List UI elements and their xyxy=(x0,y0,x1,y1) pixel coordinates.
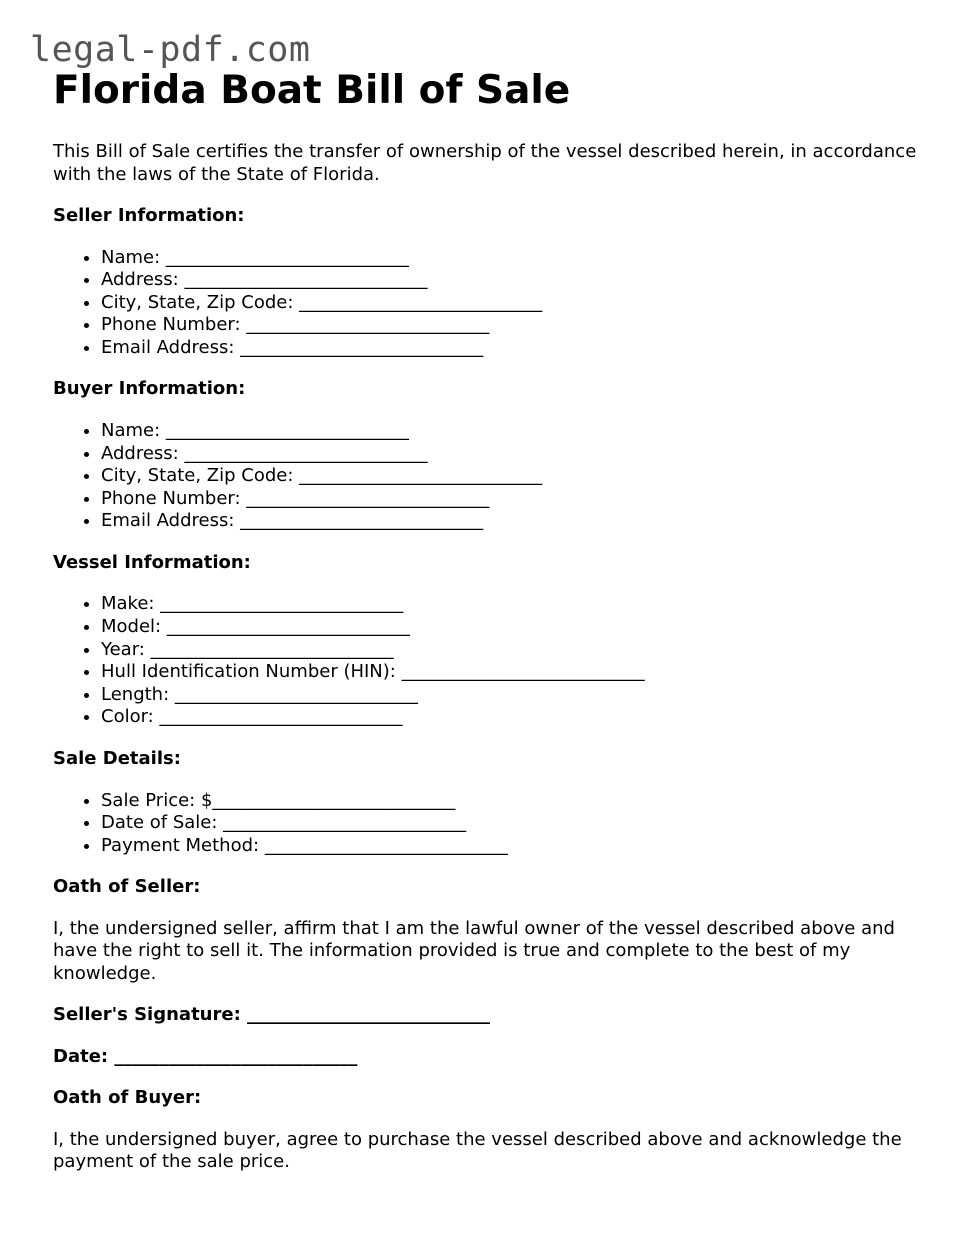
seller-date-line: Date: ___________________________ xyxy=(53,1045,358,1067)
seller-name-field: • Name: ___________________________ xyxy=(101,247,933,270)
sale-date-field: • Date of Sale: ___________________________ xyxy=(101,812,933,835)
vessel-year-field: • Year: ___________________________ xyxy=(101,639,933,662)
vessel-model-field: • Model: ___________________________ xyxy=(101,616,933,639)
watermark-text: legal-pdf.com xyxy=(30,30,311,70)
sale-details-list xyxy=(53,790,933,858)
seller-email-field: • Email Address: ___________________________ xyxy=(101,337,933,360)
oath-of-buyer-heading: Oath of Buyer: xyxy=(53,1087,202,1109)
buyer-name-field: • Name: ___________________________ xyxy=(101,420,933,443)
buyer-info-list xyxy=(53,420,933,533)
vessel-hin-field: • Hull Identification Number (HIN): ___________________________ xyxy=(101,661,933,684)
seller-city-state-zip-field: • City, State, Zip Code: ___________________________ xyxy=(101,292,933,315)
oath-of-buyer-text: I, the undersigned buyer, agree to purchase the vessel described above and acknowledge the payment of the sale price. xyxy=(53,1128,902,1173)
buyer-address-field: • Address: ___________________________ xyxy=(101,443,933,466)
seller-phone-field: • Phone Number: ___________________________ xyxy=(101,314,933,337)
vessel-info-list xyxy=(53,593,933,729)
vessel-make-field: • Make: ___________________________ xyxy=(101,593,933,616)
seller-address-field: • Address: ___________________________ xyxy=(101,269,933,292)
buyer-phone-field: • Phone Number: ___________________________ xyxy=(101,488,933,511)
vessel-color-field: • Color: ___________________________ xyxy=(101,706,933,729)
seller-info-list xyxy=(53,247,933,360)
oath-of-seller-text: I, the undersigned seller, affirm that I am the lawful owner of the vessel described above and have the right to sell it. The information provided is true and complete to the best of my knowledge. xyxy=(53,917,895,984)
buyer-email-field: • Email Address: ___________________________ xyxy=(101,510,933,533)
buyer-city-state-zip-field: • City, State, Zip Code: ___________________________ xyxy=(101,465,933,488)
oath-of-seller-heading: Oath of Seller: xyxy=(53,876,201,898)
vessel-info-heading: Vessel Information: xyxy=(53,551,251,573)
document-title: Florida Boat Bill of Sale xyxy=(53,68,571,113)
buyer-info-heading: Buyer Information: xyxy=(53,378,246,400)
intro-paragraph: This Bill of Sale certifies the transfer of ownership of the vessel described herein, in accordance with the laws of the State of Florida. xyxy=(53,141,917,185)
document-body xyxy=(53,68,933,1174)
sale-price-field: • Sale Price: $___________________________ xyxy=(101,790,933,813)
seller-signature-line: Seller's Signature: ___________________________ xyxy=(53,1004,491,1026)
payment-method-field: • Payment Method: ___________________________ xyxy=(101,835,933,858)
seller-info-heading: Seller Information: xyxy=(53,205,245,226)
vessel-length-field: • Length: ___________________________ xyxy=(101,684,933,707)
sale-details-heading: Sale Details: xyxy=(53,748,181,769)
